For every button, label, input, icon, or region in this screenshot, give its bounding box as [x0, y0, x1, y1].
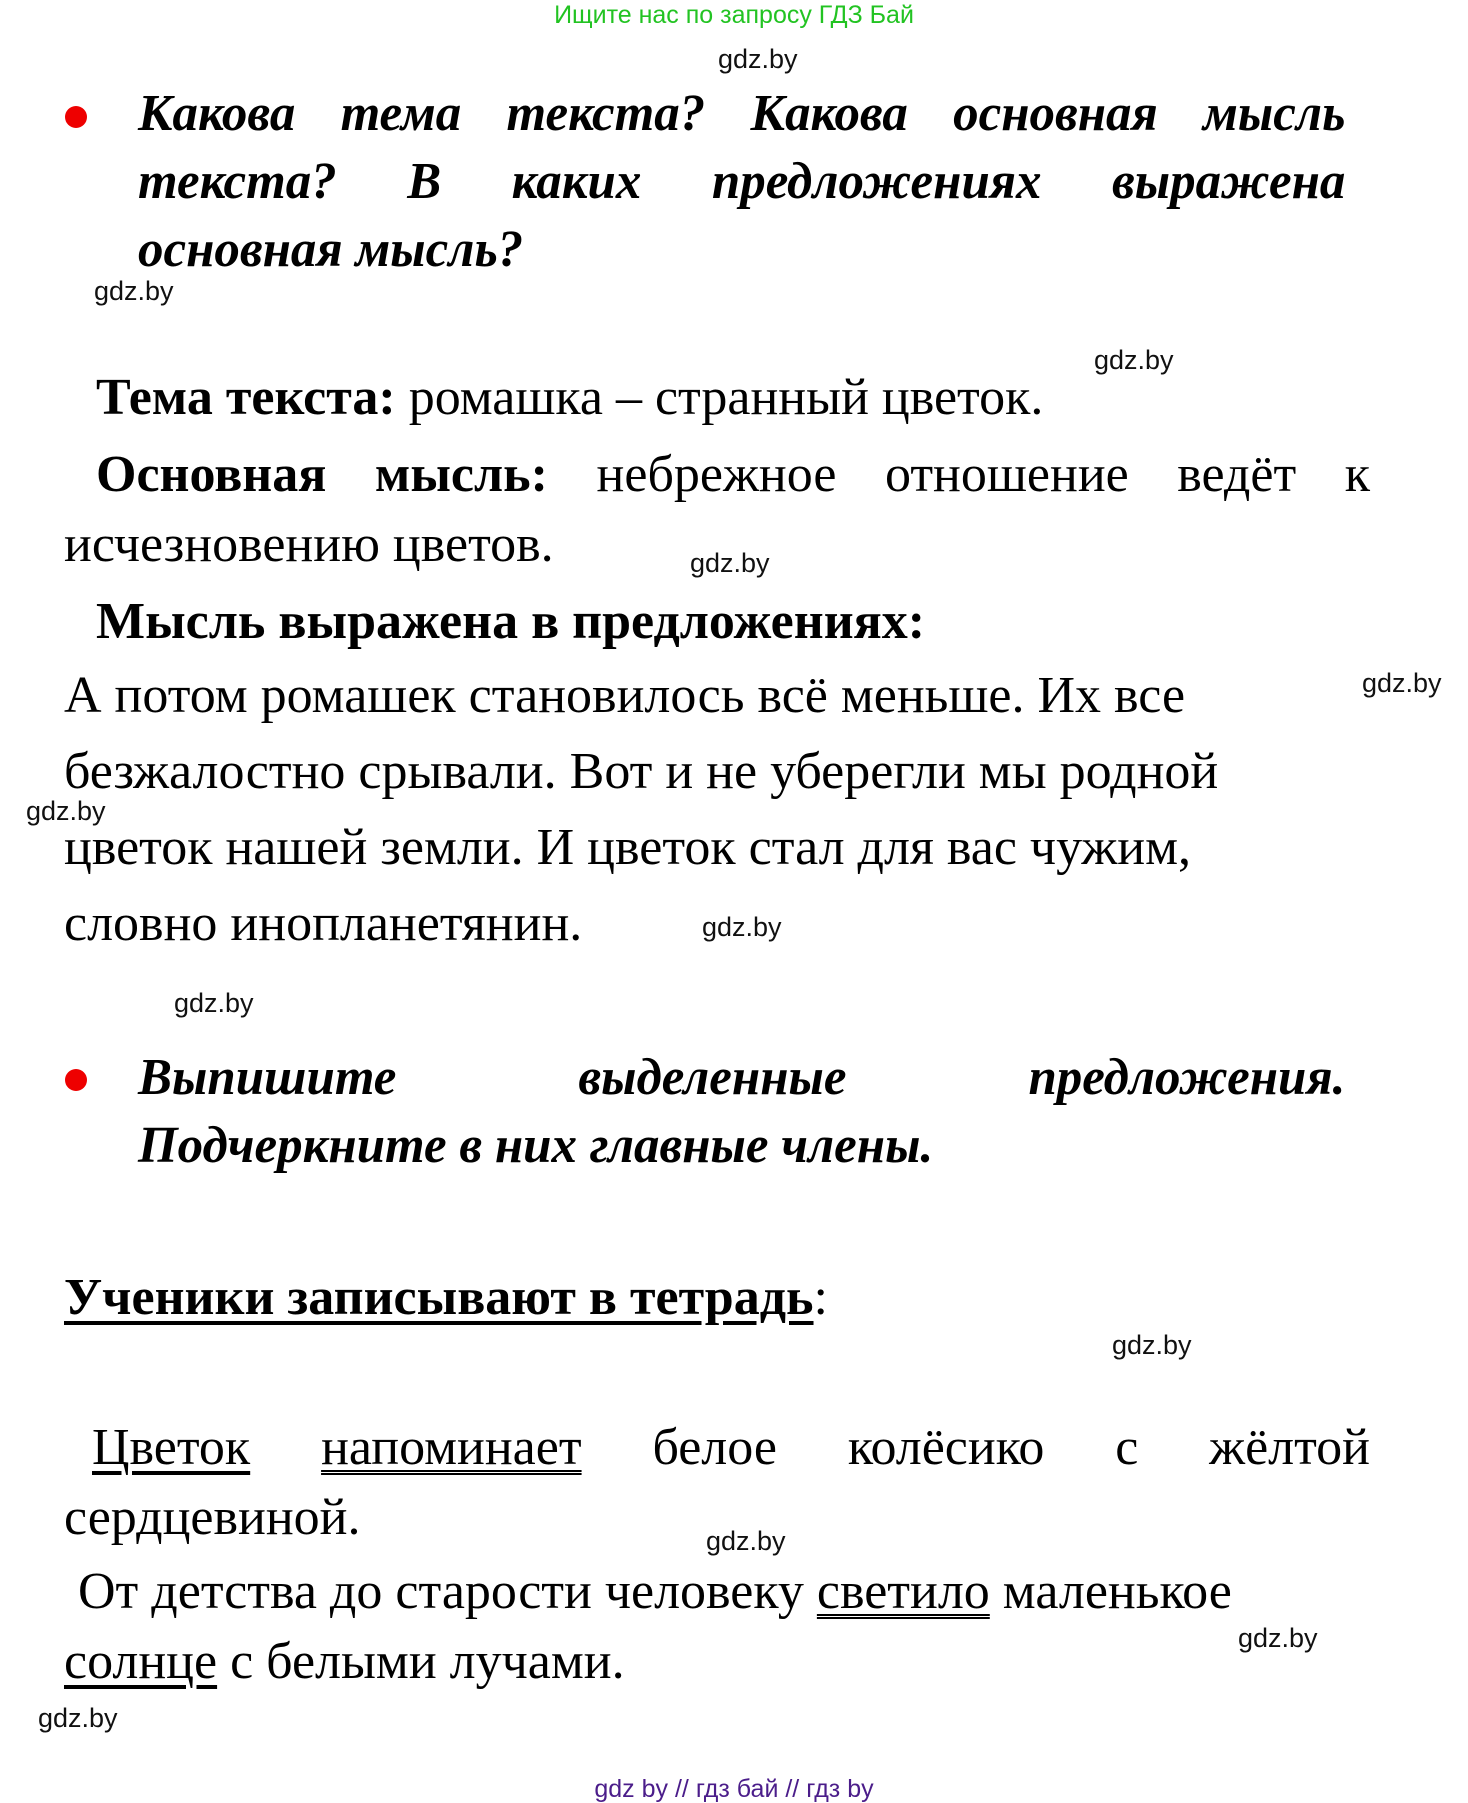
- sentence-line: цветок нашей земли. И цветок стал для вас чужим,: [64, 819, 1192, 876]
- idea-line-2: исчезновению цветов.: [64, 516, 554, 573]
- watermark: gdz.by: [702, 912, 782, 942]
- sentence-rest: маленькое: [989, 1563, 1232, 1620]
- footer-links[interactable]: gdz by // гдз бай // гдз by: [594, 1775, 874, 1803]
- predicate-word: светило: [816, 1563, 990, 1620]
- notebook-heading: [64, 1268, 828, 1328]
- question-1-line: основная мысль?: [138, 221, 524, 278]
- watermark: gdz.by: [1094, 345, 1174, 375]
- sentence-prefix: От детства до старости человеку: [78, 1563, 817, 1620]
- watermark: gdz.by: [94, 276, 174, 306]
- sentences-label: Мысль выражена в предложениях:: [96, 593, 926, 650]
- sentence-line: А потом ромашек становилось всё меньше. Их все: [64, 667, 1186, 724]
- subject-word: Цветок: [92, 1419, 251, 1476]
- watermark: gdz.by: [718, 44, 798, 74]
- sentence-rest: белое колёсико с жёлтой: [652, 1419, 1370, 1476]
- question-2-line: Подчеркните в них главные члены.: [138, 1117, 934, 1174]
- watermark: gdz.by: [1238, 1623, 1318, 1653]
- watermark: gdz.by: [706, 1526, 786, 1556]
- notebook-sentence-2: [78, 1562, 1232, 1622]
- question-1-line: текста? В каких предложениях выражена: [138, 153, 1346, 210]
- watermark: gdz.by: [1112, 1330, 1192, 1360]
- bullet-icon: [65, 106, 87, 128]
- theme-line: [96, 368, 1043, 428]
- theme-label: Тема текста:: [96, 369, 396, 426]
- theme-value: ромашка – странный цветок.: [395, 369, 1044, 426]
- subject-word: солнце: [64, 1633, 218, 1690]
- predicate-word: напоминает: [321, 1419, 582, 1476]
- idea-label: Основная мысль:: [96, 446, 549, 503]
- watermark: gdz.by: [690, 548, 770, 578]
- idea-value: небрежное отношение ведёт к: [548, 446, 1370, 503]
- sentence-line: словно инопланетянин.: [64, 895, 583, 952]
- search-banner: Ищите нас по запросу ГДЗ Бай: [554, 1, 914, 29]
- watermark: gdz.by: [174, 988, 254, 1018]
- question-2-line: Выпишите выделенные предложения.: [138, 1049, 1346, 1106]
- notebook-heading-text: Ученики записывают в тетрадь: [64, 1269, 814, 1326]
- notebook-sentence-1: [92, 1418, 1370, 1478]
- notebook-heading-colon: :: [813, 1269, 828, 1326]
- watermark: gdz.by: [26, 796, 106, 826]
- notebook-sentence-2-line-2: [64, 1632, 625, 1692]
- notebook-sentence-1-line-2: сердцевиной.: [64, 1489, 361, 1546]
- sentence-line: безжалостно срывали. Вот и не уберегли мы родной: [64, 743, 1219, 800]
- watermark: gdz.by: [1362, 668, 1442, 698]
- bullet-icon: [65, 1069, 87, 1091]
- idea-line: [96, 445, 1370, 505]
- sentence-rest: с белыми лучами.: [217, 1633, 625, 1690]
- question-1-line: Какова тема текста? Какова основная мысль: [138, 85, 1346, 142]
- watermark: gdz.by: [38, 1703, 118, 1733]
